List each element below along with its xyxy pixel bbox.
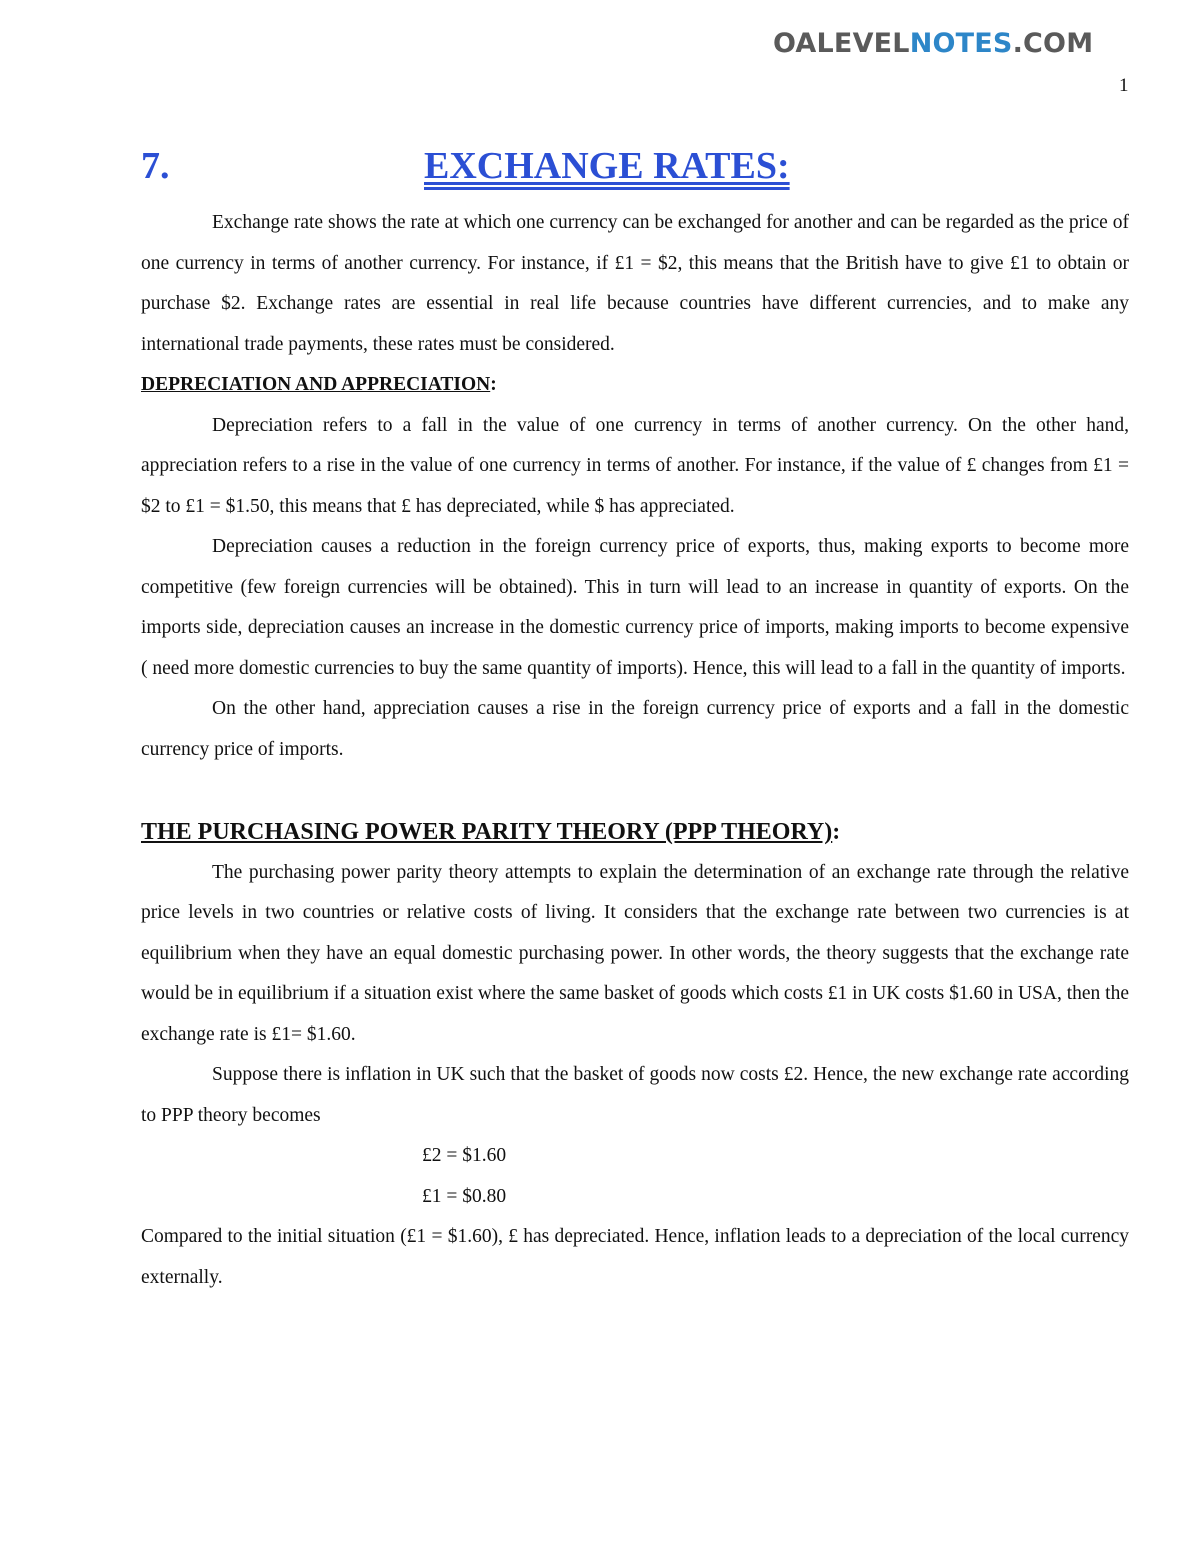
page-number: 1 [1119, 75, 1129, 96]
paragraph-ppp-inflation: Suppose there is inflation in UK such that the basket of goods now costs £2. Hence, the new exchange rate according to PPP theory becomes [141, 1064, 1129, 1126]
paragraph-depreciation-definition: Depreciation refers to a fall in the value of one currency in terms of another currency. On the other hand, appreciation refers to a rise in the value of one currency in terms of another. For instance, if the value of £ changes from £1 = $2 to £1 = $1.50, this means that £ has depreciated, while $ has appreciated. [141, 414, 1129, 517]
site-logo [773, 28, 1093, 59]
document-body [141, 203, 1129, 1298]
logo-part-1: OALEVEL [773, 28, 910, 59]
chapter-number: 7. [141, 145, 170, 187]
chapter-title: EXCHANGE RATES: [424, 145, 790, 187]
section-heading-ppp-colon: : [832, 819, 841, 845]
chapter-heading [141, 144, 1131, 194]
section-heading-depreciation-text: DEPRECIATION AND APPRECIATION [141, 374, 491, 395]
exchange-rate-definition: Exchange rate shows the rate at which one currency can be exchanged for another and can be regarded as the price of one currency in terms of another currency. For instance, if £1 = $2, this means that the British have to give £1 to obtain or purchase $2. Exchange rates are essential in real life because countries have different currencies, and to make any international trade payments, these rates must be considered. [141, 212, 1129, 355]
logo-part-3: .COM [1012, 28, 1094, 59]
equation-1: £2 = $1.60 [422, 1145, 507, 1166]
paragraph-ppp-conclusion: Compared to the initial situation (£1 = $1.60), £ has depreciated. Hence, inflation leads to a depreciation of the local currency externally. [141, 1226, 1129, 1288]
section-heading-ppp [141, 812, 1129, 853]
paragraph-ppp-definition: The purchasing power parity theory attempts to explain the determination of an exchange rate through the relative price levels in two countries or relative costs of living. It considers that the exchange rate between two currencies is at equilibrium when they have an equal domestic purchasing power. In other words, the theory suggests that the exchange rate would be in equilibrium if a situation exist where the same basket of goods which costs £1 in UK costs $1.60 in USA, then the exchange rate is £1= $1.60. [141, 861, 1129, 1045]
paragraph-appreciation-effects: On the other hand, appreciation causes a rise in the foreign currency price of exports and a fall in the domestic currency price of imports. [141, 698, 1129, 760]
equation-2: £1 = $0.80 [422, 1185, 507, 1207]
logo-part-2: NOTES [909, 28, 1013, 59]
section-heading-ppp-text: THE PURCHASING POWER PARITY THEORY (PPP THEORY) [141, 819, 833, 845]
section-heading-depreciation-colon: : [490, 374, 497, 395]
paragraph-depreciation-effects: Depreciation causes a reduction in the foreign currency price of exports, thus, making exports to become more competitive (few foreign currencies will be obtained). This in turn will lead to an increase in quantity of exports. On the imports side, depreciation causes an increase in the domestic currency price of imports, making imports to become expensive ( need more domestic currencies to buy the same quantity of imports). Hence, this will lead to a fall in the quantity of imports. [141, 536, 1129, 679]
section-heading-depreciation [141, 365, 1129, 406]
